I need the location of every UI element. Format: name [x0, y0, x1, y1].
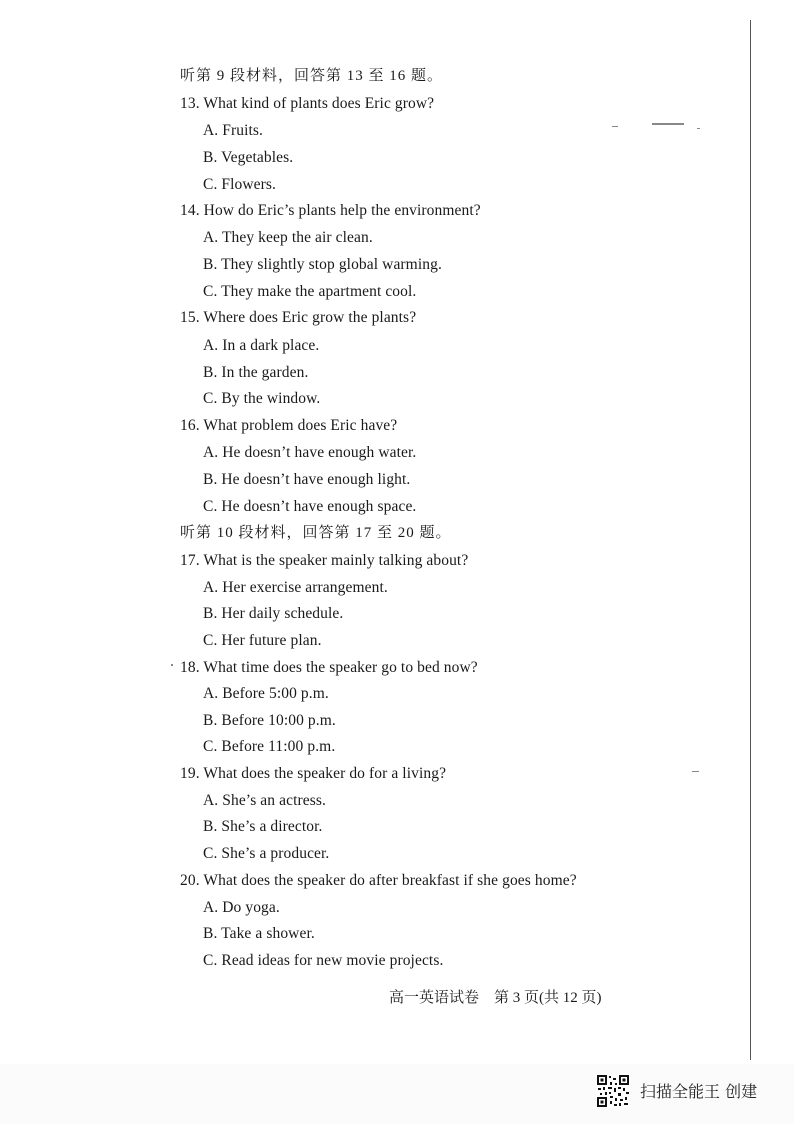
scan-speck [171, 664, 173, 666]
scanner-watermark: 扫描全能王 创建 [640, 1082, 758, 1101]
page-footer: 高一英语试卷 第 3 页(共 12 页) [389, 990, 602, 1006]
q15-option-b: B. In the garden. [203, 364, 309, 381]
question-14: 14. How do Eric’s plants help the environment? [180, 202, 481, 219]
q15-option-a: A. In a dark place. [203, 337, 320, 354]
q18-option-c: C. Before 11:00 p.m. [203, 738, 336, 755]
question-16: 16. What problem does Eric have? [180, 417, 398, 434]
scan-speck [692, 771, 699, 772]
question-19: 19. What does the speaker do for a living? [180, 765, 447, 782]
section-header-10: 听第 10 段材料，回答第 17 至 20 题。 [180, 525, 452, 541]
q18-option-b: B. Before 10:00 p.m. [203, 712, 336, 729]
q17-option-c: C. Her future plan. [203, 632, 322, 649]
q13-option-b: B. Vegetables. [203, 149, 294, 166]
q20-option-b: B. Take a shower. [203, 925, 315, 942]
q17-option-b: B. Her daily schedule. [203, 605, 344, 622]
question-13: 13. What kind of plants does Eric grow? [180, 95, 435, 112]
q16-option-b: B. He doesn’t have enough light. [203, 471, 411, 488]
qr-code-icon [596, 1074, 630, 1108]
scan-speck [697, 128, 700, 129]
question-17: 17. What is the speaker mainly talking about? [180, 552, 469, 569]
q17-option-a: A. Her exercise arrangement. [203, 579, 388, 596]
scan-speck [652, 123, 684, 125]
q13-option-c: C. Flowers. [203, 176, 277, 193]
question-20: 20. What does the speaker do after breakfast if she goes home? [180, 872, 577, 889]
q14-option-b: B. They slightly stop global warming. [203, 256, 442, 273]
q18-option-a: A. Before 5:00 p.m. [203, 685, 329, 702]
page-edge-line [750, 20, 751, 1060]
q20-option-c: C. Read ideas for new movie projects. [203, 952, 444, 969]
scan-speck [612, 126, 618, 127]
q16-option-a: A. He doesn’t have enough water. [203, 444, 417, 461]
q15-option-c: C. By the window. [203, 390, 321, 407]
q14-option-a: A. They keep the air clean. [203, 229, 373, 246]
q20-option-a: A. Do yoga. [203, 899, 280, 916]
q19-option-b: B. She’s a director. [203, 818, 323, 835]
question-18: 18. What time does the speaker go to bed now? [180, 659, 478, 676]
q14-option-c: C. They make the apartment cool. [203, 283, 417, 300]
q19-option-a: A. She’s an actress. [203, 792, 326, 809]
q19-option-c: C. She’s a producer. [203, 845, 330, 862]
question-15: 15. Where does Eric grow the plants? [180, 309, 417, 326]
q16-option-c: C. He doesn’t have enough space. [203, 498, 417, 515]
q13-option-a: A. Fruits. [203, 122, 263, 139]
section-header-9: 听第 9 段材料，回答第 13 至 16 题。 [180, 68, 444, 84]
